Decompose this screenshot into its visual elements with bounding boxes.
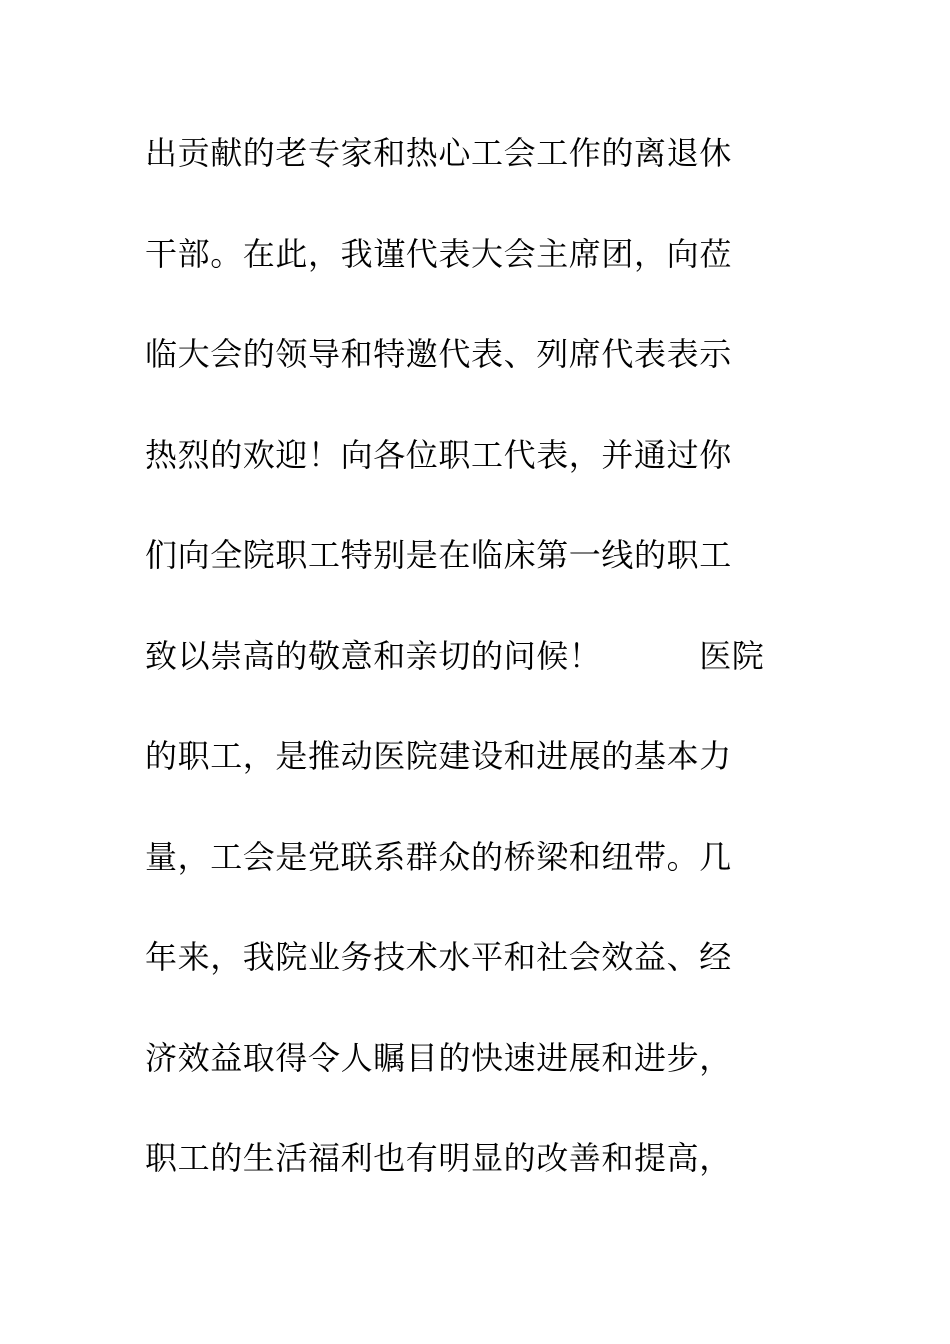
body-text (145, 124, 785, 1187)
text-line-10: 济效益取得令人瞩目的快速进展和进步， (145, 1038, 732, 1077)
text-line-6: 致以崇高的敬意和亲切的问候！ 医院 (145, 636, 765, 675)
text-line-5: 们向全院职工特别是在临床第一线的职工 (145, 536, 732, 574)
text-line-7: 的职工，是推动医院建设和进展的基本力 (145, 737, 732, 775)
text-line-4: 热烈的欢迎！向各位职工代表，并通过你 (145, 435, 732, 474)
text-line-9: 年来，我院业务技术水平和社会效益、经 (145, 938, 732, 976)
text-line-3: 临大会的领导和特邀代表、列席代表表示 (145, 335, 732, 373)
text-line-8: 量，工会是党联系群众的桥梁和纽带。几 (145, 837, 732, 876)
text-line-2: 干部。在此，我谨代表大会主席团，向莅 (145, 234, 732, 273)
text-line-1: 出贡献的老专家和热心工会工作的离退休 (145, 134, 732, 172)
text-line-11: 职工的生活福利也有明显的改善和提高， (145, 1139, 732, 1177)
